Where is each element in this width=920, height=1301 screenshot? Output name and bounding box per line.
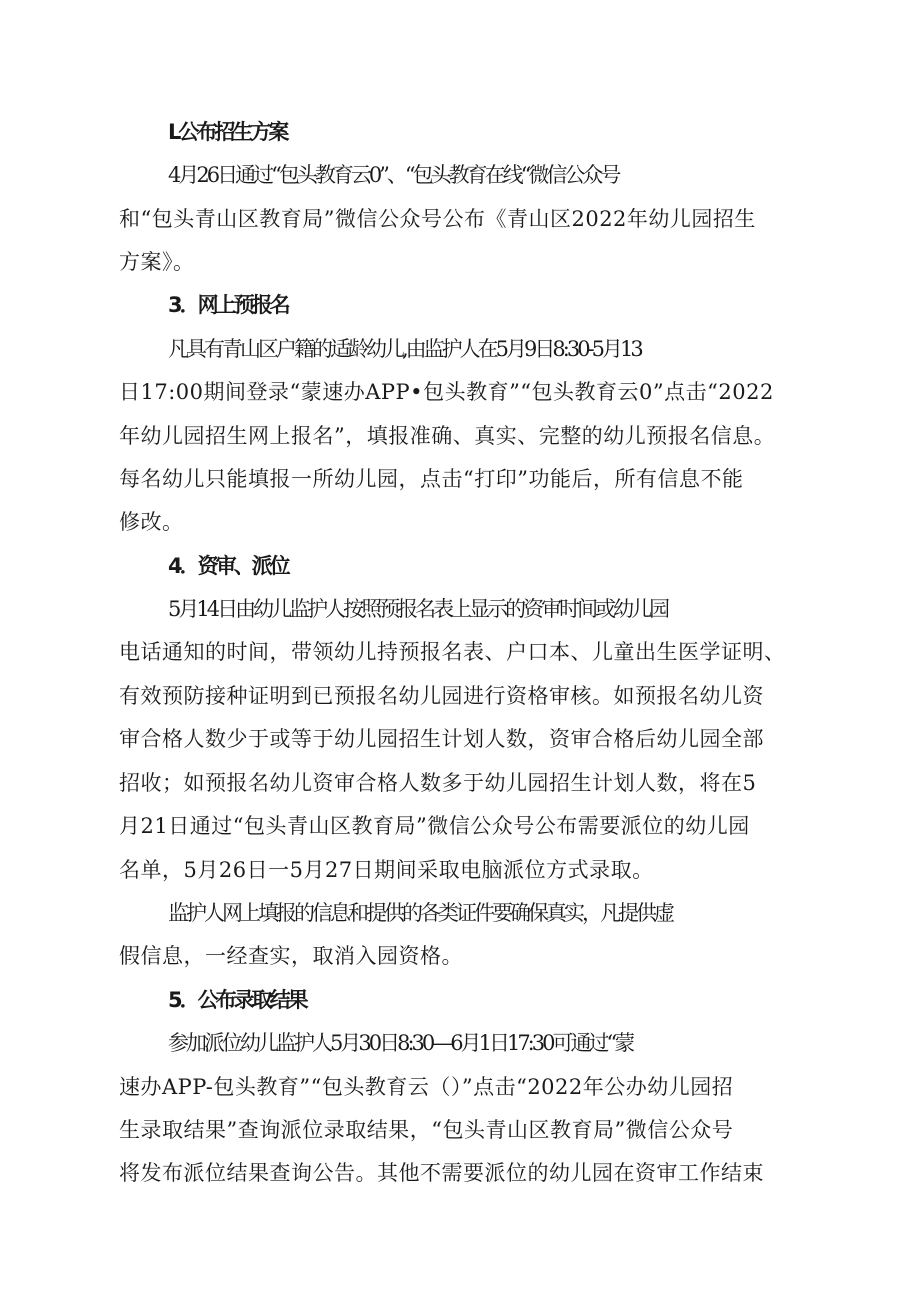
paragraph-line: 参加派位幼儿监护人5月30日8:30—6月1日17:30可通过“蒙 xyxy=(168,1031,633,1055)
paragraph-line: 名单，5月26日一5月27日期间采取电脑派位方式录取。 xyxy=(119,858,654,882)
section-heading-review-lottery: 4．资审、派位 xyxy=(168,554,288,578)
section-heading-online-preregistration: 3．网上预报名 xyxy=(168,293,288,317)
section-heading-publish-plan: L公布招生方案 xyxy=(168,120,287,144)
section-heading-publish-results: 5．公布录取结果 xyxy=(168,988,306,1012)
paragraph-line: 速办APP-包头教育”“包头教育云（）”点击“2022年公办幼儿园招 xyxy=(119,1075,734,1099)
paragraph-line: 年幼儿园招生网上报名”，填报准确、真实、完整的幼儿预报名信息。 xyxy=(119,424,776,448)
paragraph-line: 月21日通过“包头青山区教育局”微信公众号公布需要派位的幼儿园 xyxy=(119,814,750,838)
paragraph-line: 监护人网上填报的信息和提供的各类证件要确保真实，凡提供虚 xyxy=(168,901,672,925)
paragraph-line: 招收；如预报名幼儿资审合格人数多于幼儿园招生计划人数，将在5 xyxy=(119,771,757,795)
paragraph-line: 凡具有青山区户籍的适龄幼儿,由监护人在5月9日8:30-5月13 xyxy=(168,337,641,361)
paragraph-line: 将发布派位结果查询公告。其他不需要派位的幼儿园在资审工作结束 xyxy=(119,1161,764,1185)
paragraph-line: 电话通知的时间，带领幼儿持预报名表、户口本、儿童出生医学证明、 xyxy=(119,640,786,664)
paragraph-line: 审合格人数少于或等于幼儿园招生计划人数，资审合格后幼儿园全部 xyxy=(119,727,764,751)
paragraph-line: 方案》。 xyxy=(119,250,195,274)
paragraph-line: 日17:00期间登录“蒙速办APP•包头教育”“包头教育云0”点击“2022 xyxy=(119,380,774,404)
paragraph-line: 4月26日通过“包头教育云0”、“包头教育在线“微信公众号 xyxy=(168,163,619,187)
paragraph-line: 5月14日由幼儿监护人按照预报名表上显示的资审时间或幼儿园 xyxy=(168,597,668,621)
paragraph-line: 和“包头青山区教育局”微信公众号公布《青山区2022年幼儿园招生 xyxy=(119,207,756,231)
paragraph-line: 有效预防接种证明到已预报名幼儿园进行资格审核。如预报名幼儿资 xyxy=(119,684,764,708)
paragraph-line: 修改。 xyxy=(119,510,184,534)
paragraph-line: 每名幼儿只能填报一所幼儿园，点击“打印”功能后，所有信息不能 xyxy=(119,467,744,491)
paragraph-line: 生录取结果”查询派位录取结果，“包头青山区教育局”微信公众号 xyxy=(119,1118,734,1142)
paragraph-line: 假信息，一经查实，取消入园资格。 xyxy=(119,944,463,968)
